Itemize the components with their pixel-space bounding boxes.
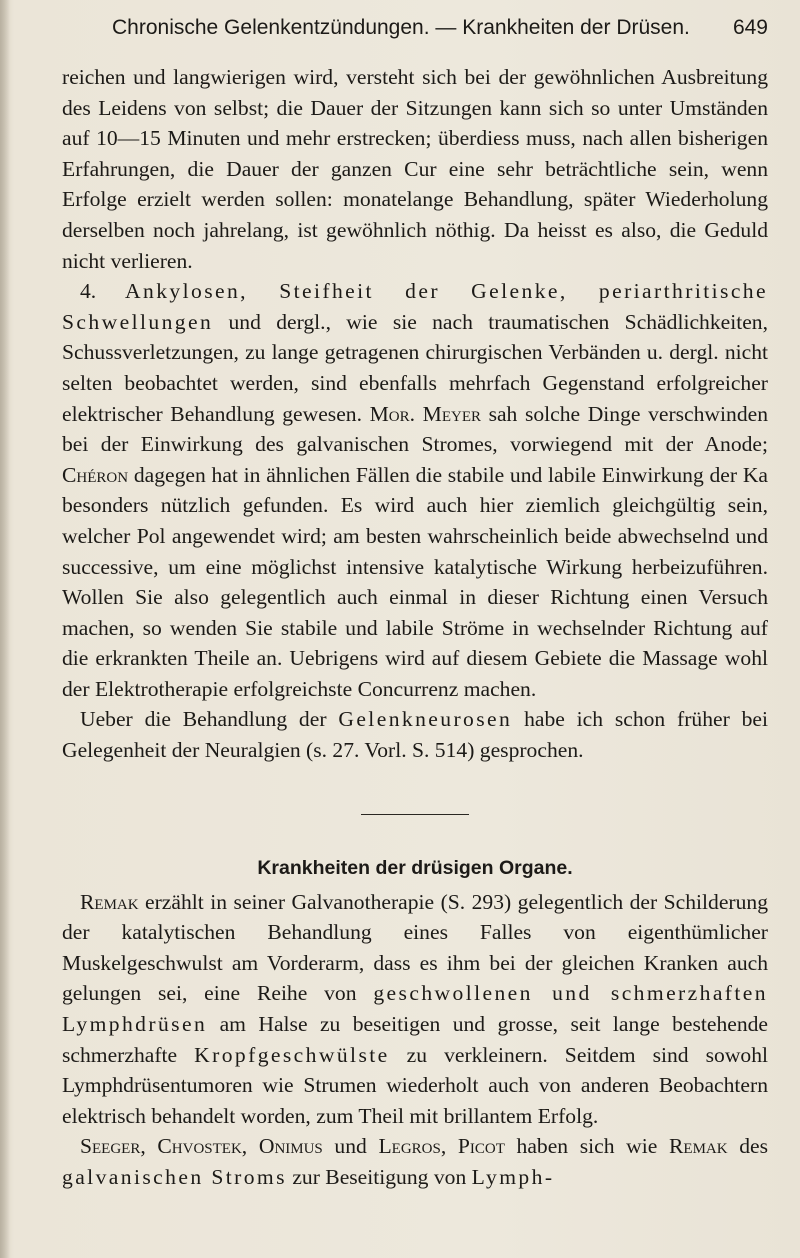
paragraph-remak bbox=[62, 887, 768, 1132]
spaced-term: Gelenkneurosen bbox=[338, 707, 513, 732]
gutter-shadow bbox=[0, 0, 10, 1258]
text-run: haben sich wie bbox=[504, 1134, 670, 1159]
spaced-term: Lymph- bbox=[471, 1165, 555, 1189]
body-text bbox=[62, 62, 768, 1193]
text-run: habe ich schon früher bei Gelegenheit der Neuralgien (s. 27. Vorl. S. 514) gesprochen. bbox=[62, 707, 768, 763]
spaced-term: galvanischen Stroms bbox=[62, 1165, 287, 1189]
text-run: des bbox=[727, 1134, 769, 1159]
text-run: , bbox=[140, 1134, 158, 1159]
author-name: Legros bbox=[378, 1134, 441, 1159]
text-run: , bbox=[440, 1134, 458, 1159]
paragraph-gelenkneurosen bbox=[62, 704, 768, 765]
spaced-term: geschwollenen und schmerzhaften Lymphdrüsen bbox=[62, 981, 768, 1037]
author-name: Remak bbox=[669, 1134, 728, 1159]
paragraph-continuation: reichen und langwierigen wird, versteht sich bei der gewöhnlichen Ausbreitung des Leidens von selbst; die Dauer der Sitzungen kann sich so unter Umständen auf 10—15 Minuten und mehr erstrecken; überdiess muss, nach allen bisherigen Erfahrungen, die Dauer der ganzen Cur eine sehr beträchtliche sein, wenn Erfolge erzielt werden sollen: monatelange Behandlung, später Wiederholung derselben noch jahrelang, ist gewöhnlich nöthig. Da heisst es also, die Geduld nicht verlieren. bbox=[62, 65, 768, 273]
item-number: 4. bbox=[80, 279, 97, 304]
running-head bbox=[112, 10, 768, 46]
text-run: Ueber die Behandlung der bbox=[80, 707, 339, 732]
author-name: Seeger bbox=[80, 1134, 141, 1159]
section-heading: Krankheiten der drüsigen Organe. bbox=[257, 856, 573, 879]
text-run: und dergl., wie sie nach traumatischen Schädlichkeiten, Schussverletzungen, zu lange getragenen chirurgischen Verbänden u. dergl. nicht selten beobachtet werden, sind ebenfalls mehrfach Gegenstand erfolgreicher elektrischer Behandlung gewesen. bbox=[62, 309, 768, 426]
author-name: Chéron bbox=[62, 462, 129, 487]
paragraph-seeger bbox=[62, 1131, 768, 1192]
text-run: und bbox=[322, 1134, 379, 1159]
author-name: Picot bbox=[457, 1134, 505, 1159]
author-name: Onimus bbox=[258, 1134, 323, 1159]
text-run: am Halse zu beseitigen und grosse, seit lange bestehende schmerzhafte bbox=[62, 1012, 768, 1067]
section-divider bbox=[361, 814, 469, 815]
author-name: Chvostek bbox=[157, 1134, 242, 1159]
text-run: zu verkleinern. Seitdem sind sowohl Lymphdrüsentumoren wie Strumen wiederholt auch von anderen Beobachtern elektrisch behandelt worden, zum Theil mit brillantem Erfolg. bbox=[62, 1042, 769, 1128]
paragraph-ankylosen bbox=[62, 276, 768, 704]
text-run: dagegen hat in ähnlichen Fällen die stabile und labile Einwirkung der Ka besonders nützlich gefunden. Es wird auch hier ziemlich gleichgültig sein, welcher Pol angewendet wird; am besten wahrscheinlich beide abwechselnd und successive, um eine möglichst intensive katalytische Wirkung herbeizuführen. Wollen Sie also gelegentlich auch einmal in dieser Richtung einen Versuch machen, so wenden Sie stabile und labile Ströme in wechselnder Richtung auf die erkrankten Theile an. Uebrigens wird auf diesem Gebiete die Massage wohl der Elektrotherapie erfolgreichste Concurrenz machen. bbox=[62, 462, 768, 701]
spaced-term: Ankylosen, Steifheit der Gelenke, periarthritische Schwellungen bbox=[62, 279, 768, 334]
text-run: zur Beseitigung von bbox=[286, 1165, 472, 1189]
text-run: , bbox=[241, 1134, 259, 1159]
author-name: Mor. Meyer bbox=[369, 401, 481, 426]
text-run: sah solche Dinge verschwinden bei der Einwirkung des galvanischen Stromes, vorwiegend mit der Anode; bbox=[62, 401, 768, 457]
spaced-term: Kropfgeschwülste bbox=[194, 1042, 390, 1067]
author-name: Remak bbox=[80, 889, 139, 914]
text-run: erzählt in seiner Galvanotherapie (S. 293) gelegentlich der Schilderung der katalytischen Behandlung eines Falles von eigenthümlicher Muskelgeschwulst am Vorderarm, dass es ihm bei der gleichen Kranken auch gelungen sei, eine Reihe von bbox=[62, 889, 768, 1006]
page-number: 649 bbox=[732, 16, 768, 39]
running-head-title: Chronische Gelenkentzündungen. — Krankheiten der Drüsen. bbox=[112, 16, 690, 39]
